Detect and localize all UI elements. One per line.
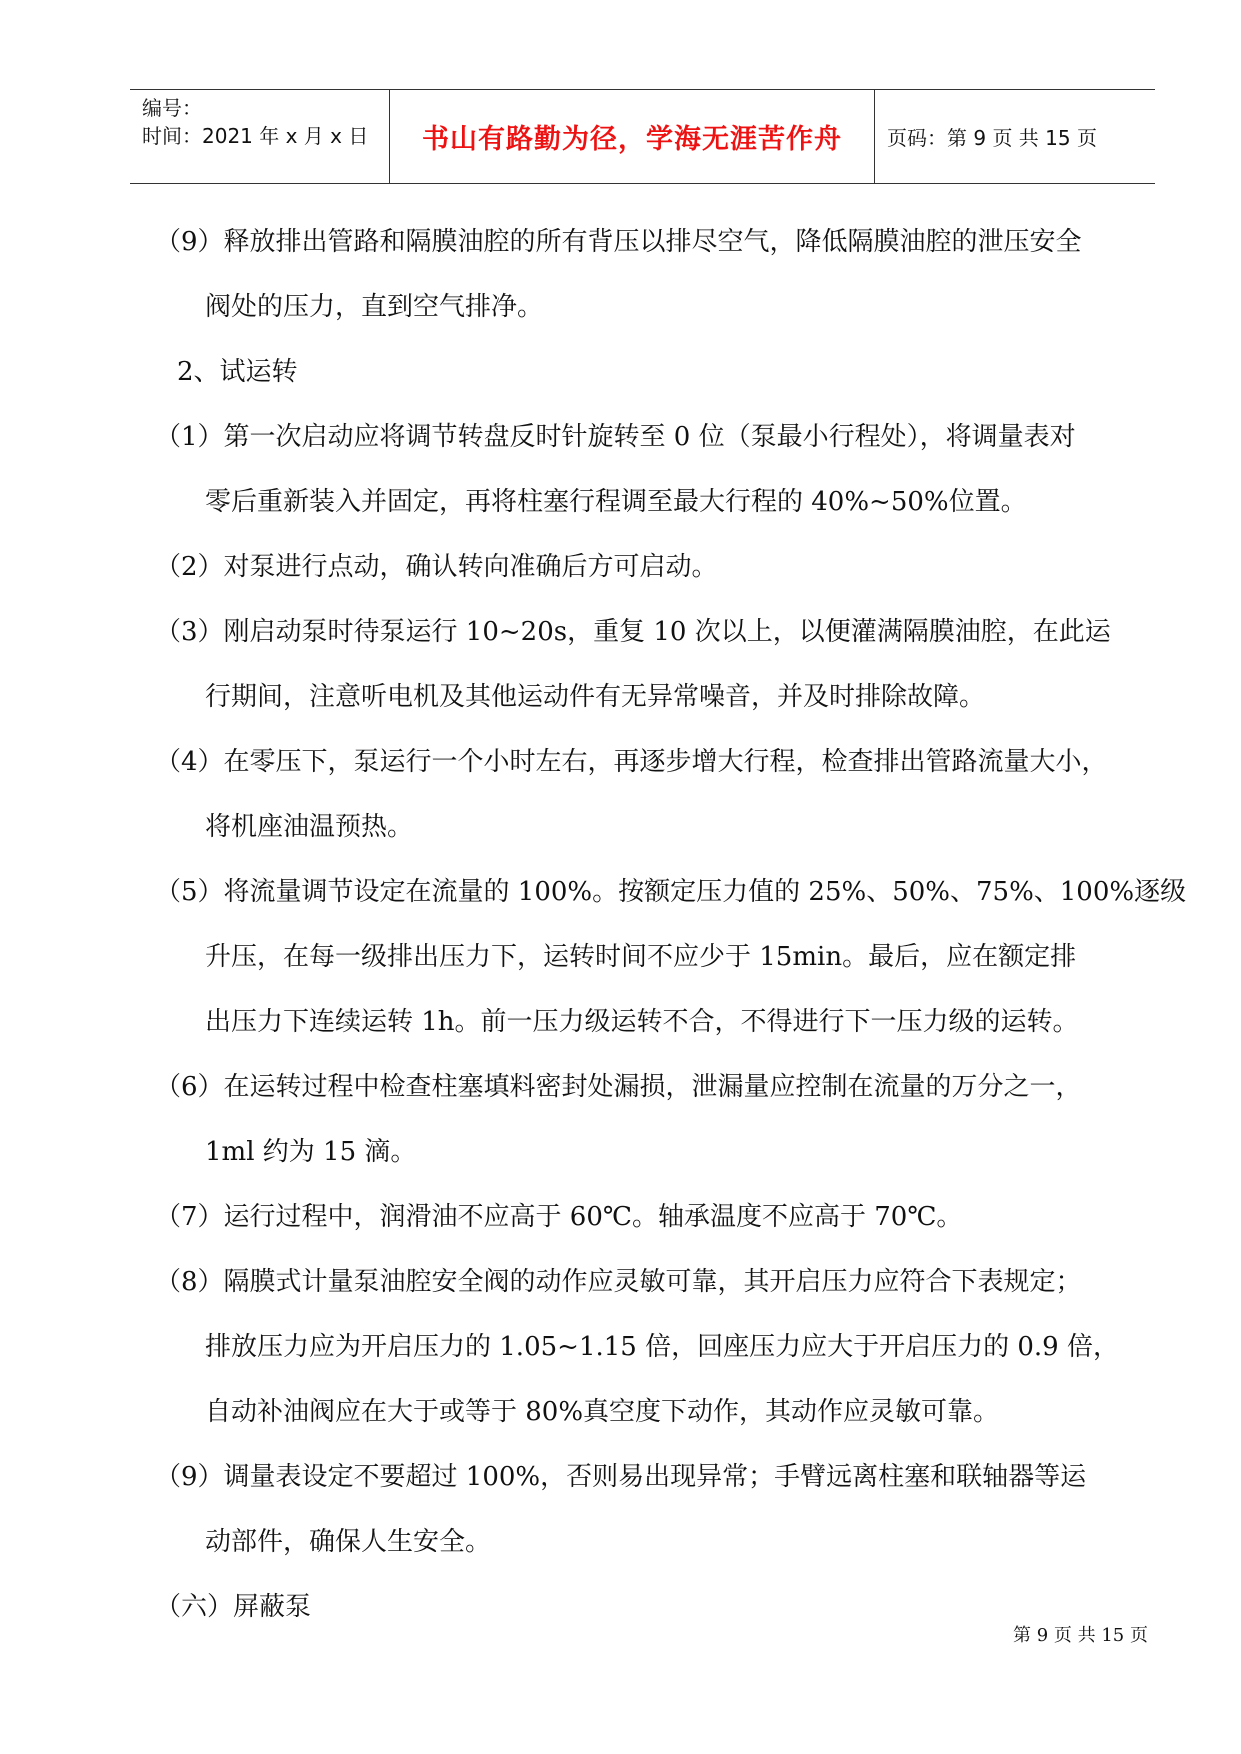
section-heading: 2、试运转 bbox=[177, 357, 298, 387]
paragraph-line: （3）刚启动泵时待泵运行 10~20s，重复 10 次以上，以便灌满隔膜油腔，在此运 bbox=[155, 617, 1111, 647]
paragraph-line: 自动补油阀应在大于或等于 80%真空度下动作，其动作应灵敏可靠。 bbox=[205, 1397, 1000, 1427]
paragraph-line: 零后重新装入并固定，再将柱塞行程调至最大行程的 40%~50%位置。 bbox=[205, 487, 1027, 517]
paragraph-line: 出压力下连续运转 1h。前一压力级运转不合，不得进行下一压力级的运转。 bbox=[205, 1007, 1079, 1037]
paragraph-line: （8）隔膜式计量泵油腔安全阀的动作应灵敏可靠，其开启压力应符合下表规定； bbox=[155, 1267, 1082, 1297]
paragraph-line: 行期间，注意听电机及其他运动件有无异常噪音，并及时排除故障。 bbox=[205, 682, 986, 712]
paragraph-line: 阀处的压力，直到空气排净。 bbox=[205, 292, 544, 322]
section-heading: （六）屏蔽泵 bbox=[155, 1592, 312, 1622]
document-body bbox=[155, 210, 1187, 1640]
paragraph-line: （9）调量表设定不要超过 100%，否则易出现异常；手臂远离柱塞和联轴器等运 bbox=[155, 1462, 1087, 1492]
paragraph-line: （2）对泵进行点动，确认转向准确后方可启动。 bbox=[155, 552, 718, 582]
paragraph-line: 动部件，确保人生安全。 bbox=[205, 1527, 492, 1557]
paragraph-line: （7）运行过程中，润滑油不应高于 60℃。轴承温度不应高于 70℃。 bbox=[155, 1202, 963, 1232]
header-motto: 书山有路勤为径，学海无涯苦作舟 bbox=[422, 124, 842, 155]
header-motto-cell bbox=[390, 90, 875, 183]
document-number-label: 编号： bbox=[142, 96, 202, 120]
header-page-number: 页码：第 9 页 共 15 页 bbox=[887, 126, 1097, 150]
paragraph-line: （4）在零压下，泵运行一个小时左右，再逐步增大行程，检查排出管路流量大小， bbox=[155, 747, 1108, 777]
paragraph-line: （9）释放排出管路和隔膜油腔的所有背压以排尽空气，降低隔膜油腔的泄压安全 bbox=[155, 227, 1082, 257]
paragraph-line: 1ml 约为 15 滴。 bbox=[205, 1137, 417, 1167]
paragraph-line: 排放压力应为开启压力的 1.05~1.15 倍，回座压力应大于开启压力的 0.9 倍， bbox=[205, 1332, 1119, 1362]
paragraph-line: 升压，在每一级排出压力下，运转时间不应少于 15min。最后，应在额定排 bbox=[205, 942, 1077, 972]
paragraph-line: （1）第一次启动应将调节转盘反时针旋转至 0 位（泵最小行程处），将调量表对 bbox=[155, 422, 1076, 452]
page-footer: 第 9 页 共 15 页 bbox=[1013, 1625, 1148, 1646]
paragraph-line: （5）将流量调节设定在流量的 100%。按额定压力值的 25%、50%、75%、100%逐级 bbox=[155, 877, 1187, 907]
document-time-label: 时间：2021 年 x 月 x 日 bbox=[142, 124, 369, 148]
page-header bbox=[130, 89, 1155, 184]
header-page-cell bbox=[875, 90, 1155, 183]
paragraph-line: （6）在运转过程中检查柱塞填料密封处漏损，泄漏量应控制在流量的万分之一， bbox=[155, 1072, 1082, 1102]
header-meta bbox=[130, 90, 390, 183]
paragraph-line: 将机座油温预热。 bbox=[205, 812, 414, 842]
